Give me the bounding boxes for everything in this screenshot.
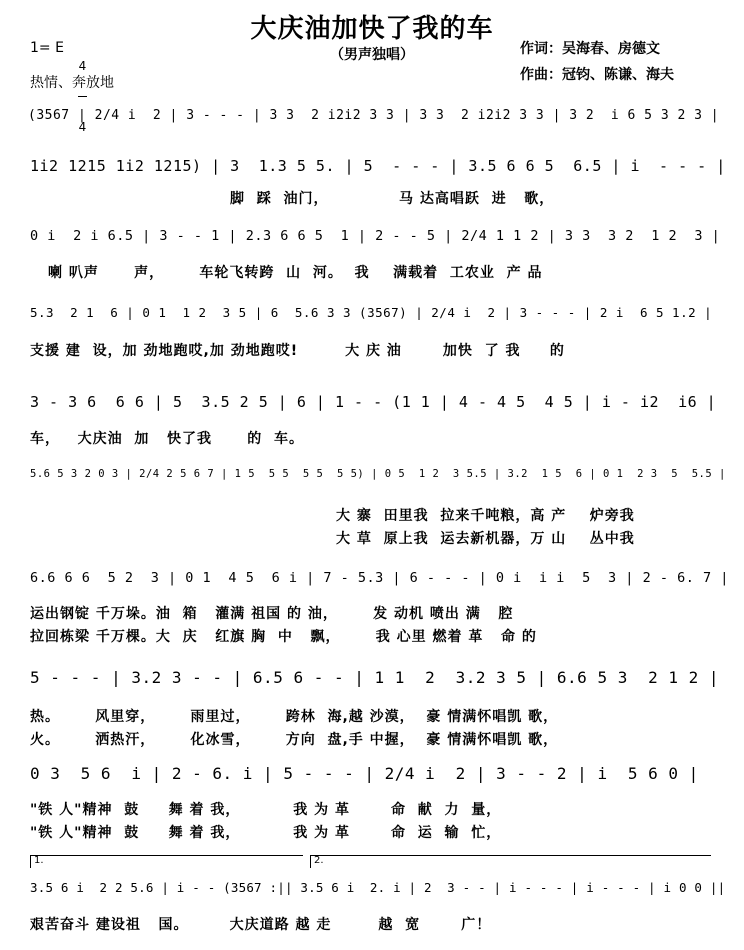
volta-second-label: 2. bbox=[314, 855, 324, 866]
notation-row-6: 5.6 5 3 2 0 3 | 2/4 2 5 6 7 | 1 5 5 5 5 5 5 5) | 0 5 1 2 3 5.5 | 3.2 1 5 6 | 0 1 2 3 5 5.5 | bbox=[30, 468, 726, 480]
lyric-row-6b: 大 草 原上我 运去新机器，万 山 丛中我 bbox=[336, 531, 635, 547]
volta-second-ending bbox=[310, 855, 711, 868]
lyric-row-5: 车， 大庆油 加 快了我 的 车。 bbox=[30, 431, 304, 447]
lyricist-credit: 作词：吴海春、房德文 bbox=[520, 41, 660, 57]
lyric-row-10: 艰苦奋斗 建设祖 国。 大庆道路 越 走 越 宽 广！ bbox=[30, 917, 492, 933]
lyric-row-7a: 运出钢锭 千万垛。油 箱 灌满 祖国 的 油， 发 动机 喷出 满 腔 bbox=[30, 606, 514, 622]
lyric-row-8b: 火。 洒热汗， 化冰雪， 方向 盘,手 中握， 豪 情满怀唱凯 歌， bbox=[30, 732, 559, 748]
composer-credit: 作曲：冠钧、陈谦、海夫 bbox=[520, 67, 674, 83]
notation-row-1: (3567 | 2/4 i 2 | 3 - - - | 3 3 2 i2i2 3 3 | 3 3 2 i2i2 3 3 | 3 2 i 6 5 3 2 3 | bbox=[28, 108, 720, 123]
lyric-row-9b: "铁 人"精神 鼓 舞 着 我， 我 为 革 命 运 输 忙， bbox=[30, 825, 502, 841]
volta-first-label: 1. bbox=[34, 855, 44, 866]
lyric-row-4: 支援 建 设，加 劲地跑哎,加 劲地跑哎! 大 庆 油 加快 了 我 的 bbox=[30, 343, 565, 359]
key-signature: 1= E bbox=[30, 40, 64, 56]
notation-row-5: 3 - 3 6 6 6 | 5 3.5 2 5 | 6 | 1 - - (1 1 | 4 - 4 5 4 5 | i - i2 i6 | bbox=[30, 393, 717, 411]
volta-first-ending bbox=[30, 855, 303, 868]
tempo-marking: 热情、奔放地 bbox=[30, 75, 114, 91]
lyric-row-3: 喇 叭声 声， 车轮飞转跨 山 河。 我 满载着 工农业 产 品 bbox=[48, 265, 543, 281]
lyric-row-9a: "铁 人"精神 鼓 舞 着 我， 我 为 革 命 献 力 量， bbox=[30, 802, 502, 818]
lyric-row-2: 脚 踩 油门， 马 达高唱跃 进 歌， bbox=[230, 191, 555, 207]
meter-bottom: 4 bbox=[78, 120, 87, 134]
notation-row-8: 5 - - - | 3.2 3 - - | 6.5 6 - - | 1 1 2 3.2 3 5 | 6.6 5 3 2 1 2 | bbox=[30, 668, 720, 687]
song-title: 大庆油加快了我的车 bbox=[250, 14, 494, 44]
meter-top: 4 bbox=[78, 59, 87, 73]
notation-row-9: 0 3 5 6 i | 2 - 6. i | 5 - - - | 2/4 i 2 | 3 - - 2 | i 5 6 0 | bbox=[30, 764, 699, 783]
song-subtitle: （男声独唱） bbox=[330, 47, 414, 63]
notation-row-10: 3.5 6 i 2 2 5.6 | i - - (3567 :|| 3.5 6 i 2. i | 2 3 - - | i - - - | i - - - | i 0 0 || bbox=[30, 880, 726, 895]
lyric-row-8a: 热。 风里穿， 雨里过， 跨林 海,越 沙漠， 豪 情满怀唱凯 歌， bbox=[30, 709, 559, 725]
lyric-row-6a: 大 寨 田里我 拉来千吨粮，高 产 炉旁我 bbox=[336, 508, 635, 524]
notation-row-4: 5.3 2 1 6 | 0 1 1 2 3 5 | 6 5.6 3 3 (3567) | 2/4 i 2 | 3 - - - | 2 i 6 5 1.2 | bbox=[30, 305, 713, 320]
lyric-row-7b: 拉回栋梁 千万棵。大 庆 红旗 胸 中 飘， 我 心里 燃着 革 命 的 bbox=[30, 629, 537, 645]
notation-row-2: 1i2 1215 1i2 1215) | 3 1.3 5 5. | 5 - - - | 3.5 6 6 5 6.5 | i - - - | bbox=[30, 157, 726, 175]
notation-row-3: 0 i 2 i 6.5 | 3 - - 1 | 2.3 6 6 5 1 | 2 - - 5 | 2/4 1 1 2 | 3 3 3 2 1 2 3 | bbox=[30, 228, 721, 244]
meter-divider bbox=[78, 96, 87, 97]
notation-row-7: 6.6 6 6 5 2 3 | 0 1 4 5 6 i | 7 - 5.3 | 6 - - - | 0 i i i 5 3 | 2 - 6. 7 | bbox=[30, 570, 729, 586]
